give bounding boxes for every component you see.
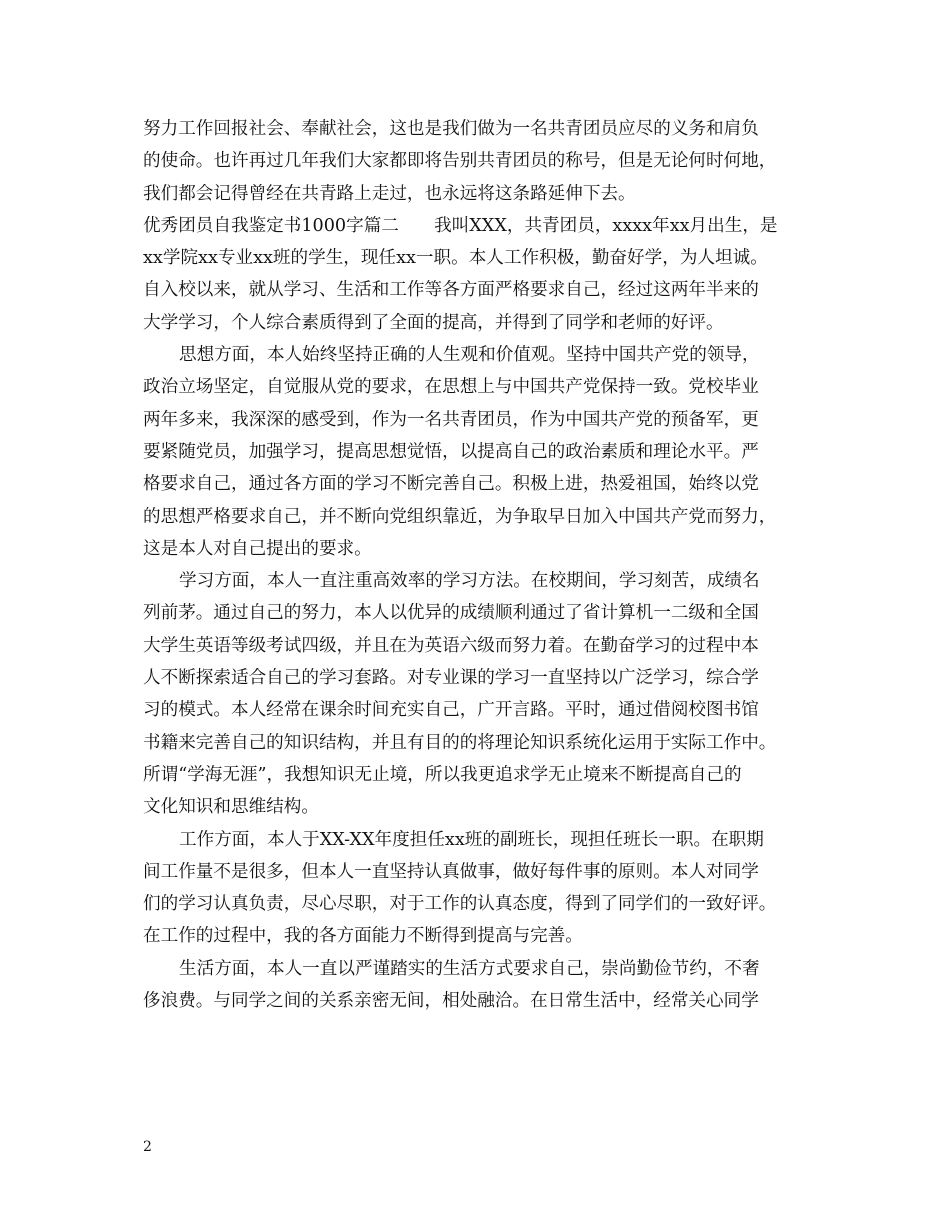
text-line: 大学学习，个人综合素质得到了全面的提高，并得到了同学和老师的好评。 — [143, 312, 724, 333]
text-line: 的使命。也许再过几年我们大家都即将告别共青团员的称号，但是无论何时何地， — [143, 151, 777, 172]
document-body — [143, 113, 833, 1017]
text-line: 在工作的过程中，我的各方面能力不断得到提高与完善。 — [143, 926, 583, 947]
text-line: 格要求自己，通过各方面的学习不断完善自己。积极上进，热爱祖国，始终以党 — [143, 474, 759, 495]
text-line: 的思想严格要求自己，并不断向党组织靠近，为争取早日加入中国共产党而努力， — [143, 506, 777, 527]
text-line: xx学院xx专业xx班的学生，现任xx一职。本人工作积极，勤奋好学，为人坦诚。 — [143, 248, 768, 269]
text-line: 政治立场坚定，自觉服从党的要求，在思想上与中国共产党保持一致。党校毕业 — [143, 377, 759, 398]
text-line: 我们都会记得曾经在共青路上走过，也永远将这条路延伸下去。 — [143, 183, 636, 204]
text-line: 努力工作回报社会、奉献社会，这也是我们做为一名共青团员应尽的义务和肩负 — [143, 119, 759, 139]
text-line: 大学生英语等级考试四级，并且在为英语六级而努力着。在勤奋学习的过程中本 — [143, 635, 759, 656]
text-line: 自入校以来，就从学习、生活和工作等各方面严格要求自己，经过这两年半来的 — [143, 280, 759, 301]
text-line: 要紧随党员，加强学习，提高思想觉悟，以提高自己的政治素质和理论水平。严 — [143, 441, 759, 462]
text-line: 人不断探索适合自己的学习套路。对专业课的学习一直坚持以广泛学习，综合学 — [143, 668, 759, 689]
page-number: 2 — [143, 1139, 152, 1155]
text-line: 侈浪费。与同学之间的关系亲密无间，相处融洽。在日常生活中，经常关心同学 — [143, 991, 759, 1012]
text-line: 列前茅。通过自己的努力，本人以优异的成绩顺利通过了省计算机一二级和全国 — [143, 603, 759, 624]
text-line: 习的模式。本人经常在课余时间充实自己，广开言路。平时，通过借阅校图书馆 — [143, 700, 759, 721]
text-line: 书籍来完善自己的知识结构，并且有目的的将理论知识系统化运用于实际工作中。 — [143, 732, 777, 753]
text-line: 间工作量不是很多，但本人一直坚持认真做事，做好每件事的原则。本人对同学 — [143, 861, 759, 882]
text-line: 文化知识和思维结构。 — [143, 797, 319, 818]
text-line: 所谓“学海无涯”，我想知识无止境，所以我更追求学无止境来不断提高自己的 — [143, 764, 742, 785]
text-line: 工作方面，本人于XX-XX年度担任xx班的副班长，现担任班长一职。在职期 — [179, 829, 764, 850]
text-line: 优秀团员自我鉴定书1000字篇二 我叫XXX，共青团员，xxxx年xx月出生，是 — [143, 215, 778, 236]
text-line: 学习方面，本人一直注重高效率的学习方法。在校期间，学习刻苦，成绩名 — [179, 571, 760, 592]
text-line: 思想方面，本人始终坚持正确的人生观和价值观。坚持中国共产党的领导， — [179, 345, 760, 366]
text-line: 两年多来，我深深的感受到，作为一名共青团员，作为中国共产党的预备军，更 — [143, 409, 759, 430]
text-line: 生活方面，本人一直以严谨踏实的生活方式要求自己，崇尚勤俭节约，不奢 — [179, 958, 760, 979]
text-line: 们的学习认真负责，尽心尽职，对于工作的认真态度，得到了同学们的一致好评。 — [143, 894, 777, 915]
text-line: 这是本人对自己提出的要求。 — [143, 538, 372, 559]
